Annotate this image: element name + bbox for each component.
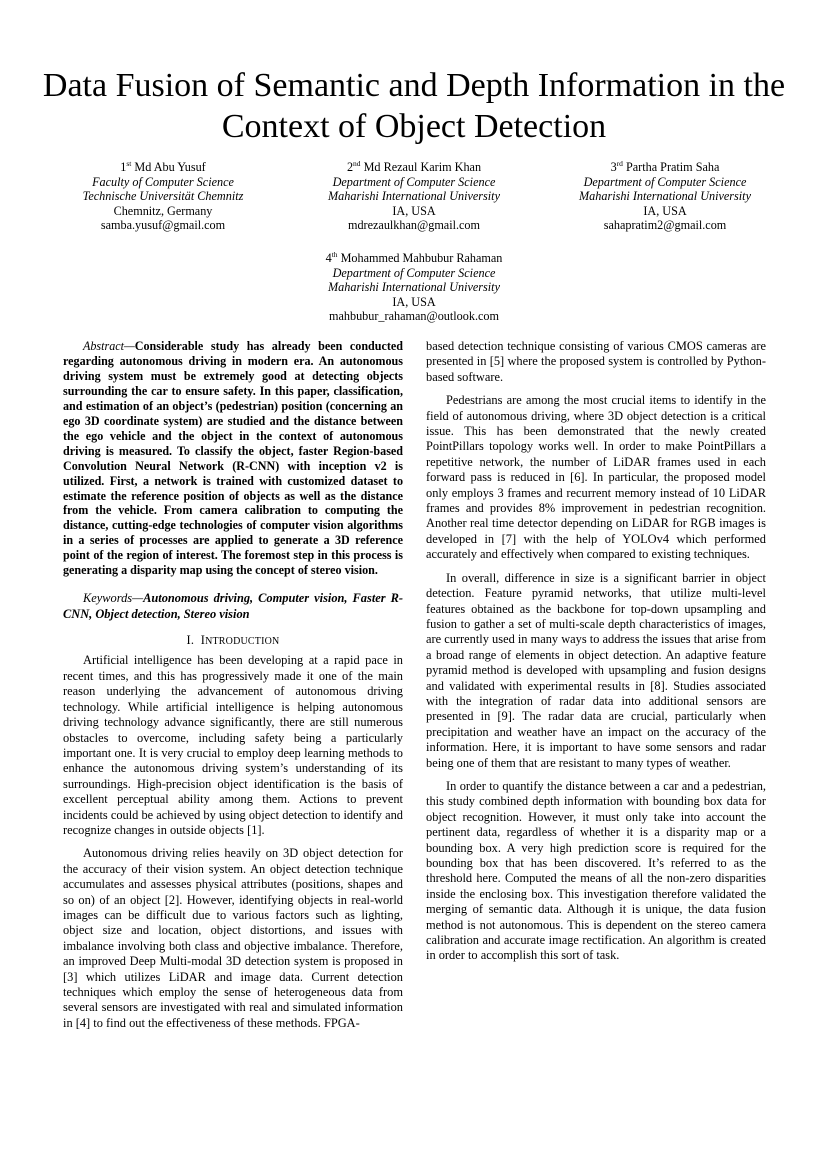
abstract-text: Considerable study has already been conducted regarding autonomous driving in modern era. An autonomous driving system must be extremely good at detecting objects surrounding the car to ensure safety. In this paper, classification, and estimation of an object’s (pedestrian) position (concerning an ego 3D coordinate system) are studied and the distance between the ego vehicle and the object in the context of autonomous driving is measured. To classify the object, faster Region-based Convolution Neural Network (R-CNN) with inception v2 is utilized. First, a network is trained with customized dataset to estimate the reference position of objects as well as the distance from the vehicle. From camera calibration to computing the distance, cutting-edge technologies of computer vision algorithms in a series of processes are applied to generate a 3D reference point of the region of interest. The foremost step in this process is generating a disparity map using the concept of stereo vision. — [63, 339, 403, 578]
paper-title: Data Fusion of Semantic and Depth Information in the Context of Object Detection — [42, 66, 786, 145]
author-name-line — [294, 160, 534, 175]
author-email: sahapratim2@gmail.com — [603, 218, 727, 233]
author-department: Department of Computer Science — [332, 174, 496, 189]
author-institution: Maharishi International University — [579, 189, 751, 204]
author-institution: Maharishi International University — [328, 189, 500, 204]
section-title-rest: NTRODUCTION — [205, 636, 280, 648]
author-ordinal: 3 — [610, 160, 617, 174]
body-paragraph: Pedestrians are among the most crucial items to identify in the field of autonomous driving, where 3D object detection is a critical issue. This has been demonstrated that the newly created PointPillars topology works well. In order to make PointPillars a repetitive network, the number of LiDAR frames used in each forward pass is reduced in [6]. In particular, the proposed model only employs 3 frames and recurrent memory instead of 10 LiDAR frames and provides 8% improvement in pedestrian recognition. Another real time detector depending on LiDAR for RGB images is developed in [7] with the help of YOLOv4 which performed accurately and effectively when compared to existing techniques. — [426, 393, 766, 562]
author-department: Department of Computer Science — [332, 265, 496, 280]
author-email: mdrezaulkhan@gmail.com — [347, 218, 481, 233]
author-block-2 — [294, 160, 534, 233]
author-department: Department of Computer Science — [583, 174, 747, 189]
author-ordinal-suffix: st — [126, 158, 132, 168]
author-ordinal: 1 — [120, 160, 127, 174]
body-paragraph: Autonomous driving relies heavily on 3D object detection for the accuracy of their vision system. An object detection technique accumulates and assesses physical attributes (positions, shapes and so on) of an object [2]. However, identifying objects in real-world images can be difficult due to various factors such as lighting, object size and location, object distortions, and issues with imbalance involving both class and objective imbalance. Therefore, an improved Deep Multi-modal 3D detection system is proposed in [3] which utilizes LiDAR and image data. Current detection techniques which employ the sense of heterogeneous data from several sensors are investigated with real and simulated information in [4] to find out the effectiveness of these methods. FPGA- — [63, 846, 403, 1030]
author-name: Md Rezaul Karim Khan — [363, 160, 482, 174]
keywords-text: Autonomous driving, Computer vision, Faster R-CNN, Object detection, Stereo vision — [63, 591, 403, 621]
abstract — [63, 339, 403, 578]
right-column — [426, 339, 766, 964]
author-institution: Technische Universität Chemnitz — [82, 189, 244, 204]
section-number: I. — [186, 633, 195, 648]
author-ordinal-suffix: th — [331, 249, 338, 259]
author-name-line — [545, 160, 785, 175]
author-institution: Maharishi International University — [328, 280, 500, 295]
author-email: mahbubur_rahaman@outlook.com — [329, 309, 499, 324]
author-name-line — [43, 160, 283, 175]
author-location: Chemnitz, Germany — [113, 203, 213, 218]
author-block-4 — [294, 251, 534, 324]
body-paragraph: In overall, difference in size is a significant barrier in object detection. Feature pyramid networks, that utilize multi-level features obtained as the backbone for top-down upsampling and fusion to gather a set of multi-scale depth characteristics of images, are currently used in many ways to address the issues that arise from a broad range of elements in object detection. An adaptive feature pyramid method is developed with upsampling and fusion designs and validated with experimental results in [8]. Studies associated with the integration of radar data into additional sensors are presented in [9]. The radar data are crucial, particularly when precipitation and weather have an impact on the accuracy of the information. Here, it is important to have some sensors and radar being one of them that are resistant to many types of weather. — [426, 570, 766, 770]
author-department: Faculty of Computer Science — [92, 174, 234, 189]
abstract-lead: Abstract— — [83, 339, 135, 353]
keywords — [63, 591, 403, 622]
body-paragraph: based detection technique consisting of various CMOS cameras are presented in [5] where the proposed system is controlled by Python-based software. — [426, 339, 766, 384]
author-location: IA, USA — [392, 203, 436, 218]
author-ordinal: 2 — [346, 160, 354, 174]
section-heading-introduction — [63, 633, 403, 649]
author-name: Md Abu Yusuf — [134, 160, 206, 174]
keywords-lead: Keywords— — [83, 591, 144, 606]
author-ordinal-suffix: rd — [616, 158, 623, 168]
author-block-1 — [43, 160, 283, 233]
author-location: IA, USA — [392, 294, 436, 309]
section-title-initial: I — [200, 633, 206, 648]
author-name: Mohammed Mahbubur Rahaman — [340, 251, 503, 265]
author-location: IA, USA — [643, 203, 687, 218]
left-column — [63, 339, 403, 1031]
author-name-line — [294, 251, 534, 266]
author-ordinal: 4 — [325, 251, 332, 265]
author-name: Partha Pratim Saha — [625, 160, 720, 174]
author-ordinal-suffix: nd — [353, 158, 361, 168]
body-paragraph: In order to quantify the distance between a car and a pedestrian, this study combined depth information with bounding box data for object recognition. However, it must only take into account the pertinent data, regardless of whether it is a disparity map or a bounding box. A very high prediction score is required for the bounding box that has been discovered. It’s referred to as the threshold here. Computed the means of all the non-zero disparities inside the enclosing box. This investigation therefore validated the merging of semantic data. Although it is unique, the data fusion method is not autonomous. This is dependent on the stereo camera calibration and accurate image rectification. An algorithm is created in order to accomplish this sort of task. — [426, 778, 766, 963]
author-email: samba.yusuf@gmail.com — [100, 218, 226, 233]
body-paragraph: Artificial intelligence has been developing at a rapid pace in recent times, and this has progressively made it one of the main reason underlying the advancement of autonomous driving technology. While artificial intelligence is helping autonomous driving technology advance significantly, there are still numerous obstacles to overcome, including safety being a particularly important one. It is very crucial to employ deep learning methods to enhance the autonomous driving system’s understanding of its surroundings. High-precision object identification is the basis of excellent perceptual ability among them. Actions to prevent incidents could be achieved by using object detection to identify and recognize changes in outside objects [1]. — [63, 653, 403, 837]
author-block-3 — [545, 160, 785, 233]
